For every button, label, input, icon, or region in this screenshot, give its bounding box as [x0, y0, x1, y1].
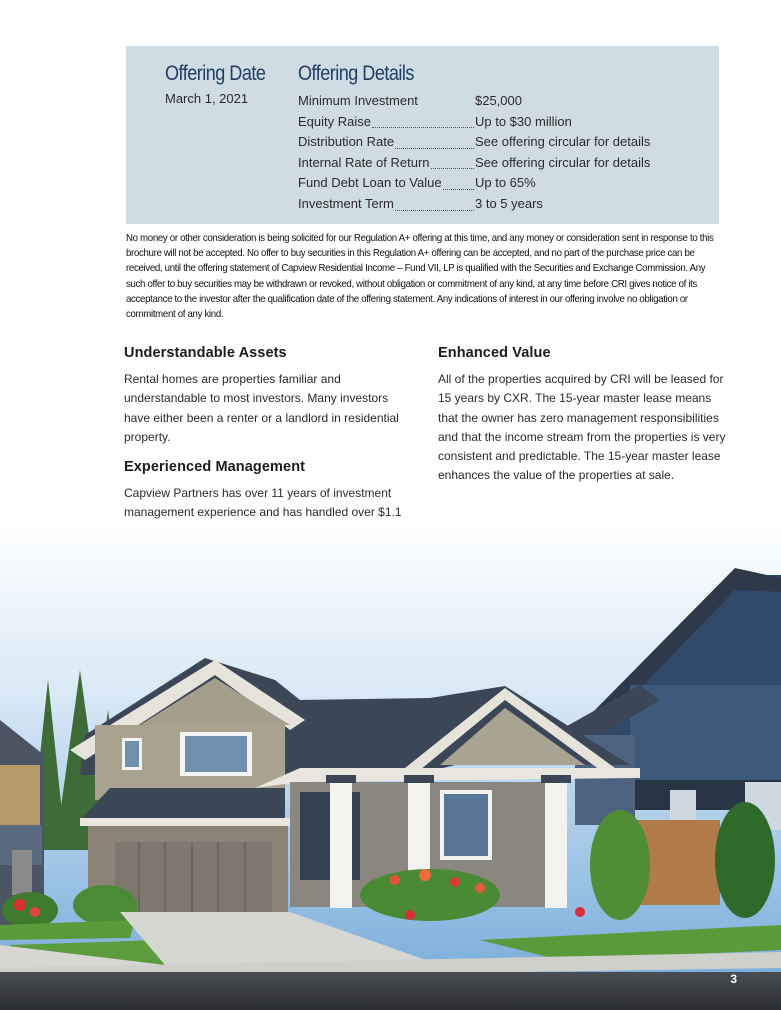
offering-details-column [298, 60, 698, 215]
leader-dots [431, 153, 474, 170]
house-photo [0, 520, 781, 1010]
detail-value: $25,000 [475, 93, 522, 108]
offering-date-value: March 1, 2021 [165, 91, 249, 106]
detail-row [298, 132, 698, 153]
page-number: 3 [730, 972, 737, 986]
detail-value: See offering circular for details [475, 154, 651, 170]
right-column [438, 345, 728, 498]
detail-label: Investment Term [298, 195, 394, 211]
leader-dots [419, 91, 474, 108]
leader-dots [372, 112, 474, 129]
offering-date-column [165, 60, 282, 106]
detail-label: Distribution Rate [298, 134, 395, 150]
road [0, 972, 781, 1010]
detail-row [298, 173, 698, 194]
experienced-management-heading: Experienced Management [124, 459, 306, 476]
detail-label: Fund Debt Loan to Value [298, 175, 442, 191]
enhanced-value-heading: Enhanced Value [438, 345, 551, 361]
detail-label: Equity Raise [298, 113, 371, 129]
leader-dots [395, 194, 474, 211]
understandable-assets-body: Rental homes are properties familiar and understandable to most investors. Many investors have either been a renter or a landlord in residential property. [124, 372, 399, 444]
offering-details-list [298, 91, 698, 215]
offering-box [126, 46, 719, 224]
experienced-management-body: Capview Partners has over 11 years of investment management experience and has handled over $1.1 [124, 486, 402, 520]
detail-label: Internal Rate of Return [298, 154, 430, 170]
legal-disclaimer: No money or other consideration is being solicited for our Regulation A+ offering at this time, and any money or consideration sent in response to this brochure will not be accepted. No offer to buy securities in this Regulation A+ offering can be accepted, and no part of the purchase price can be received, until the offering statement of Capview Residential Income – Fund VII, LP is qualified with the Securities and Exchange Commission. Any such offer to buy securities may be withdrawn or revoked, without obligation or commitment of any kind, at any time before CRI gives notice of its acceptance to the investor after the qualification date of the offering statement. Any indications of interest in our offering involve no obligation or commitment of any kind. [126, 233, 714, 321]
detail-row [298, 112, 698, 133]
detail-value: Up to $30 million [475, 113, 572, 129]
detail-row [298, 153, 698, 174]
understandable-assets-heading: Understandable Assets [124, 345, 287, 361]
detail-row [298, 194, 698, 215]
offering-date-heading: Offering Date [165, 62, 266, 85]
leader-dots [443, 173, 474, 190]
detail-row [298, 91, 698, 112]
detail-value: Up to 65% [475, 175, 536, 191]
detail-value: 3 to 5 years [475, 195, 543, 211]
leader-dots [395, 132, 474, 149]
detail-value: See offering circular for details [475, 134, 651, 150]
detail-label: Minimum Investment [298, 93, 418, 108]
offering-details-heading: Offering Details [298, 62, 414, 85]
enhanced-value-body: All of the properties acquired by CRI will be leased for 15 years by CXR. The 15-year master lease means that the owner has zero management responsibilities and that the income stream from the properties is very consistent and predictable. The 15-year master lease enhances the value of the properties at sale. [438, 372, 726, 483]
